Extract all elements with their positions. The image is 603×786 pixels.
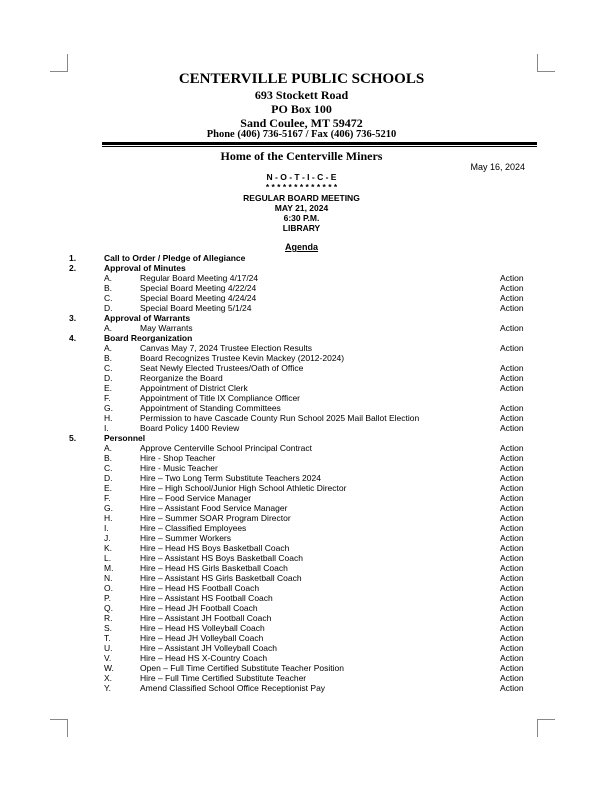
agenda-title: Agenda	[284, 242, 318, 252]
agenda-item	[0, 293, 603, 303]
agenda-item	[0, 483, 603, 493]
item-action: Action	[500, 563, 524, 573]
item-text: Special Board Meeting 4/24/24	[140, 293, 257, 303]
po-box: PO Box 100	[271, 102, 332, 116]
header-divider-thick	[102, 142, 537, 145]
item-text: Special Board Meeting 4/22/24	[140, 283, 257, 293]
item-action: Action	[500, 623, 524, 633]
item-action: Action	[500, 673, 524, 683]
item-text: Regular Board Meeting 4/17/24	[140, 273, 259, 283]
item-action: Action	[500, 363, 524, 373]
agenda-section	[0, 313, 603, 323]
item-letter: M.	[104, 563, 114, 573]
agenda-item	[0, 643, 603, 653]
school-name: CENTERVILLE PUBLIC SCHOOLS	[178, 71, 425, 87]
item-letter: H.	[104, 413, 113, 423]
item-text: Hire – Two Long Term Substitute Teachers 2024	[140, 473, 321, 483]
item-letter: U.	[104, 643, 113, 653]
item-text: Hire – Summer SOAR Program Director	[140, 513, 291, 523]
item-letter: A.	[104, 323, 113, 333]
item-action: Action	[500, 473, 524, 483]
item-action: Action	[500, 483, 524, 493]
agenda-section	[0, 253, 603, 263]
crop-mark-bottom-right-h	[537, 719, 555, 720]
meeting-type: REGULAR BOARD MEETING	[243, 193, 360, 203]
item-text: Hire – Head JH Volleyball Coach	[140, 633, 264, 643]
item-letter: Y.	[104, 683, 111, 693]
item-letter: Q.	[104, 603, 113, 613]
item-letter: E.	[104, 383, 113, 393]
agenda-item	[0, 363, 603, 373]
section-title: Approval of Minutes	[104, 263, 186, 273]
item-action: Action	[500, 383, 524, 393]
agenda-item	[0, 393, 603, 403]
item-action: Action	[500, 283, 524, 293]
item-text: Hire – Head JH Football Coach	[140, 603, 258, 613]
item-text: Canvas May 7, 2024 Trustee Election Results	[140, 343, 312, 353]
meeting-time: 6:30 P.M.	[283, 213, 320, 223]
item-letter: B.	[104, 283, 113, 293]
item-text: Permission to have Cascade County Run School 2025 Mail Ballot Election	[140, 413, 420, 423]
item-text: Hire – Assistant HS Football Coach	[140, 593, 273, 603]
item-letter: B.	[104, 353, 113, 363]
agenda-item	[0, 533, 603, 543]
item-action: Action	[500, 523, 524, 533]
item-text: Hire – Assistant JH Football Coach	[140, 613, 272, 623]
agenda-item	[0, 463, 603, 473]
agenda-list	[0, 253, 603, 693]
item-action: Action	[500, 373, 524, 383]
agenda-item	[0, 613, 603, 623]
section-title: Board Reorganization	[104, 333, 193, 343]
section-title: Call to Order / Pledge of Allegiance	[104, 253, 246, 263]
item-action: Action	[500, 443, 524, 453]
item-letter: D.	[104, 473, 113, 483]
item-letter: H.	[104, 513, 113, 523]
city-state-zip: Sand Coulee, MT 59472	[240, 116, 363, 130]
item-text: Special Board Meeting 5/1/24	[140, 303, 252, 313]
agenda-item	[0, 383, 603, 393]
crop-mark-bottom-right-v	[537, 719, 538, 737]
section-number: 3.	[69, 313, 77, 323]
section-title: Approval of Warrants	[104, 313, 191, 323]
crop-mark-bottom-left-h	[50, 719, 68, 720]
item-text: Board Recognizes Trustee Kevin Mackey (2012-2024)	[140, 353, 345, 363]
notice-title: N - O - T - I - C - E	[266, 172, 337, 182]
item-action: Action	[500, 633, 524, 643]
notice-date: May 16, 2024	[470, 162, 525, 172]
agenda-item	[0, 373, 603, 383]
item-letter: J.	[104, 533, 111, 543]
section-number: 1.	[69, 253, 77, 263]
agenda-item	[0, 623, 603, 633]
agenda-item	[0, 553, 603, 563]
item-letter: D.	[104, 373, 113, 383]
item-text: Hire – Head HS Boys Basketball Coach	[140, 543, 290, 553]
item-letter: C.	[104, 363, 113, 373]
item-text: Approve Centerville School Principal Contract	[140, 443, 312, 453]
item-action: Action	[500, 573, 524, 583]
item-letter: G.	[104, 503, 113, 513]
item-letter: W.	[104, 663, 114, 673]
item-letter: K.	[104, 543, 113, 553]
agenda-section	[0, 433, 603, 443]
item-letter: F.	[104, 493, 111, 503]
item-letter: G.	[104, 403, 113, 413]
section-number: 2.	[69, 263, 77, 273]
item-text: Amend Classified School Office Receptionist Pay	[140, 683, 326, 693]
item-letter: C.	[104, 293, 113, 303]
item-action: Action	[500, 413, 524, 423]
item-text: Hire – Head HS Football Coach	[140, 583, 260, 593]
item-text: Appointment of Title IX Compliance Officer	[140, 393, 301, 403]
item-text: Reorganize the Board	[140, 373, 223, 383]
item-letter: V.	[104, 653, 112, 663]
item-action: Action	[500, 663, 524, 673]
item-text: Hire – Assistant HS Girls Basketball Coach	[140, 573, 302, 583]
crop-mark-top-left-v	[67, 54, 68, 72]
item-action: Action	[500, 343, 524, 353]
agenda-item	[0, 523, 603, 533]
agenda-item	[0, 513, 603, 523]
agenda-item	[0, 273, 603, 283]
item-text: Hire – Full Time Certified Substitute Teacher	[140, 673, 307, 683]
section-number: 4.	[69, 333, 77, 343]
agenda-item	[0, 323, 603, 333]
item-text: Hire – Head HS Volleyball Coach	[140, 623, 265, 633]
item-action: Action	[500, 403, 524, 413]
agenda-item	[0, 423, 603, 433]
agenda-item	[0, 443, 603, 453]
item-text: Hire - Shop Teacher	[140, 453, 216, 463]
item-action: Action	[500, 543, 524, 553]
agenda-item	[0, 673, 603, 683]
agenda-item	[0, 413, 603, 423]
item-letter: D.	[104, 303, 113, 313]
agenda-item	[0, 403, 603, 413]
agenda-item	[0, 453, 603, 463]
agenda-item	[0, 283, 603, 293]
item-text: Hire – Assistant JH Volleyball Coach	[140, 643, 278, 653]
section-title: Personnel	[104, 433, 146, 443]
agenda-item	[0, 563, 603, 573]
tagline: Home of the Centerville Miners	[220, 149, 383, 163]
agenda-item	[0, 353, 603, 363]
meeting-location: LIBRARY	[282, 223, 321, 233]
item-action: Action	[500, 603, 524, 613]
item-text: Hire – Head HS X-Country Coach	[140, 653, 268, 663]
item-action: Action	[500, 503, 524, 513]
item-action: Action	[500, 613, 524, 623]
agenda-item	[0, 343, 603, 353]
agenda-item	[0, 663, 603, 673]
item-text: May Warrants	[140, 323, 193, 333]
item-text: Hire – Assistant HS Boys Basketball Coach	[140, 553, 303, 563]
item-action: Action	[500, 643, 524, 653]
item-letter: A.	[104, 343, 113, 353]
meeting-date: MAY 21, 2024	[274, 203, 329, 213]
item-text: Hire – Head HS Girls Basketball Coach	[140, 563, 288, 573]
item-letter: A.	[104, 273, 113, 283]
item-action: Action	[500, 583, 524, 593]
agenda-item	[0, 573, 603, 583]
agenda-item	[0, 473, 603, 483]
item-text: Hire – High School/Junior High School Athletic Director	[140, 483, 347, 493]
item-action: Action	[500, 493, 524, 503]
item-letter: N.	[104, 573, 113, 583]
agenda-item	[0, 593, 603, 603]
item-letter: X.	[104, 673, 113, 683]
item-action: Action	[500, 683, 524, 693]
item-letter: S.	[104, 623, 113, 633]
item-letter: P.	[104, 593, 111, 603]
item-action: Action	[500, 453, 524, 463]
item-text: Hire – Classified Employees	[140, 523, 247, 533]
item-text: Hire – Food Service Manager	[140, 493, 252, 503]
item-action: Action	[500, 463, 524, 473]
item-text: Hire - Music Teacher	[140, 463, 218, 473]
item-action: Action	[500, 553, 524, 563]
crop-mark-bottom-left-v	[67, 719, 68, 737]
item-letter: I.	[104, 423, 109, 433]
crop-mark-top-right-v	[537, 54, 538, 72]
item-text: Appointment of District Clerk	[140, 383, 248, 393]
item-letter: E.	[104, 483, 113, 493]
item-letter: R.	[104, 613, 113, 623]
item-action: Action	[500, 513, 524, 523]
item-action: Action	[500, 593, 524, 603]
item-action: Action	[500, 293, 524, 303]
street-address: 693 Stockett Road	[254, 88, 349, 102]
agenda-section	[0, 333, 603, 343]
item-action: Action	[500, 323, 524, 333]
agenda-item	[0, 493, 603, 503]
item-text: Hire – Assistant Food Service Manager	[140, 503, 288, 513]
item-letter: C.	[104, 463, 113, 473]
item-text: Open – Full Time Certified Substitute Teacher Position	[140, 663, 344, 673]
agenda-item	[0, 583, 603, 593]
notice-stars: * * * * * * * * * * * * *	[265, 182, 338, 192]
header-divider-thin	[102, 146, 537, 147]
item-letter: F.	[104, 393, 111, 403]
item-text: Seat Newly Elected Trustees/Oath of Office	[140, 363, 304, 373]
agenda-item	[0, 543, 603, 553]
item-action: Action	[500, 533, 524, 543]
phone-fax: Phone (406) 736-5167 / Fax (406) 736-5210	[206, 129, 397, 140]
item-text: Appointment of Standing Committees	[140, 403, 281, 413]
item-letter: O.	[104, 583, 113, 593]
item-letter: A.	[104, 443, 113, 453]
item-text: Hire – Summer Workers	[140, 533, 231, 543]
agenda-item	[0, 683, 603, 693]
item-letter: B.	[104, 453, 113, 463]
item-action: Action	[500, 273, 524, 283]
agenda-item	[0, 503, 603, 513]
agenda-section	[0, 263, 603, 273]
item-letter: T.	[104, 633, 111, 643]
item-text: Board Policy 1400 Review	[140, 423, 240, 433]
item-letter: I.	[104, 523, 109, 533]
section-number: 5.	[69, 433, 77, 443]
agenda-item	[0, 633, 603, 643]
agenda-item	[0, 303, 603, 313]
agenda-item	[0, 603, 603, 613]
item-letter: L.	[104, 553, 112, 563]
item-action: Action	[500, 423, 524, 433]
item-action: Action	[500, 653, 524, 663]
agenda-item	[0, 653, 603, 663]
item-action: Action	[500, 303, 524, 313]
